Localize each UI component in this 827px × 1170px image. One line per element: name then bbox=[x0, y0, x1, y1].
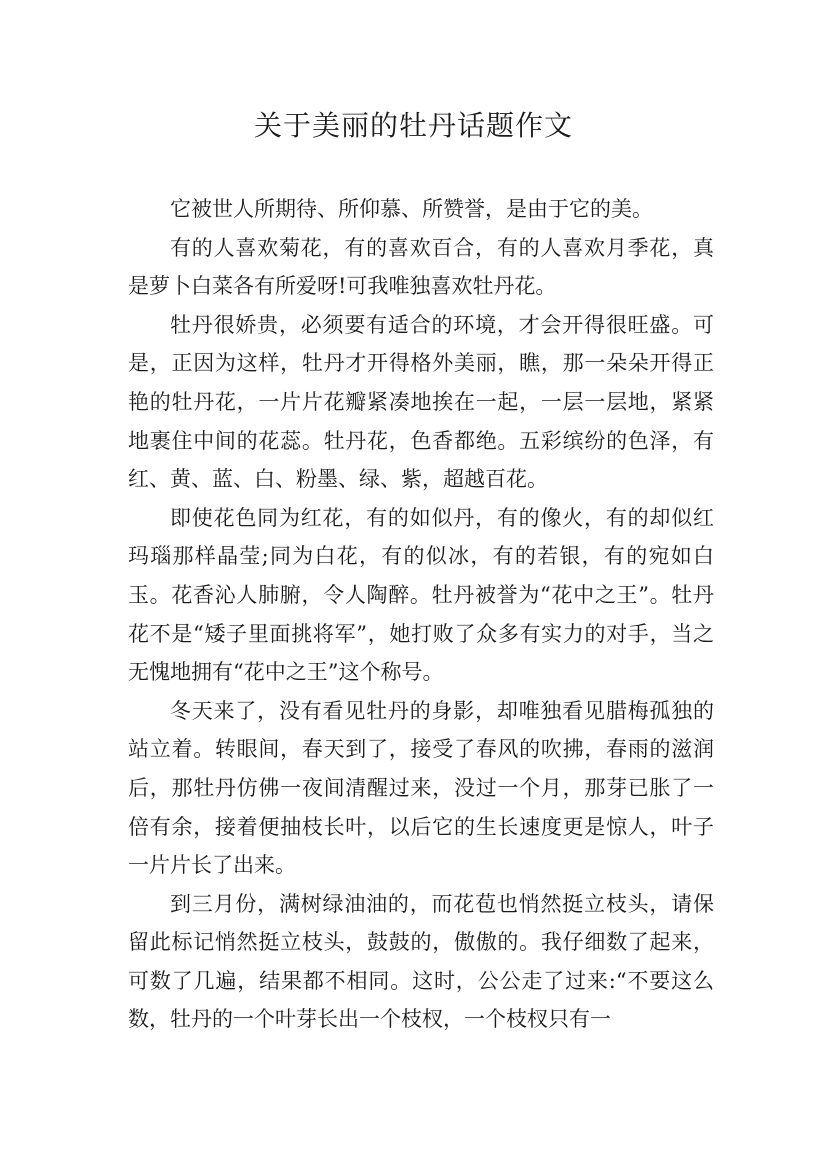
paragraph-1: 它被世人所期待、所仰慕、所赞誉，是由于它的美。 bbox=[170, 197, 653, 221]
paragraph-5: 冬天来了，没有看见牡丹的身影，却唯独看见腊梅孤独的站立着。转眼间，春天到了，接受了春风的吹拂，春雨的滋润后，那牡丹仿佛一夜间清醒过来，没过一个月，那芽已胀了一倍有余，接着便抽枝长叶，以后它的生长速度更是惊人，叶子一片片长了出来。 bbox=[128, 698, 714, 878]
paragraph-3: 牡丹很娇贵，必须要有适合的环境，才会开得很旺盛。可是，正因为这样，牡丹才开得格外美丽，瞧，那一朵朵开得正艳的牡丹花，一片片花瓣紧凑地挨在一起，一层一层地，紧紧地裹住中间的花蕊。牡丹花，色香都绝。五彩缤纷的色泽，有红、黄、蓝、白、粉墨、绿、紫，超越百花。 bbox=[128, 312, 714, 492]
paragraph-4: 即使花色同为红花，有的如似丹，有的像火，有的却似红玛瑙那样晶莹;同为白花，有的似冰，有的若银，有的宛如白玉。花香沁人肺腑，令人陶醉。牡丹被誉为“花中之王”。牡丹花不是“矮子里面挑将军”，她打败了众多有实力的对手，当之无愧地拥有“花中之王”这个称号。 bbox=[128, 505, 714, 685]
paragraph-2: 有的人喜欢菊花，有的喜欢百合，有的人喜欢月季花，真是萝卜白菜各有所爱呀!可我唯独喜欢牡丹花。 bbox=[128, 235, 714, 299]
essay-body bbox=[128, 190, 714, 1039]
document-title: 关于美丽的牡丹话题作文 bbox=[253, 109, 573, 142]
paragraph-6: 到三月份，满树绿油油的，而花苞也悄然挺立枝头，请保留此标记悄然挺立枝头，鼓鼓的，傲傲的。我仔细数了起来，可数了几遍，结果都不相同。这时，公公走了过来:“不要这么数，牡丹的一个叶芽长出一个枝杈，一个枝杈只有一 bbox=[128, 891, 714, 1032]
